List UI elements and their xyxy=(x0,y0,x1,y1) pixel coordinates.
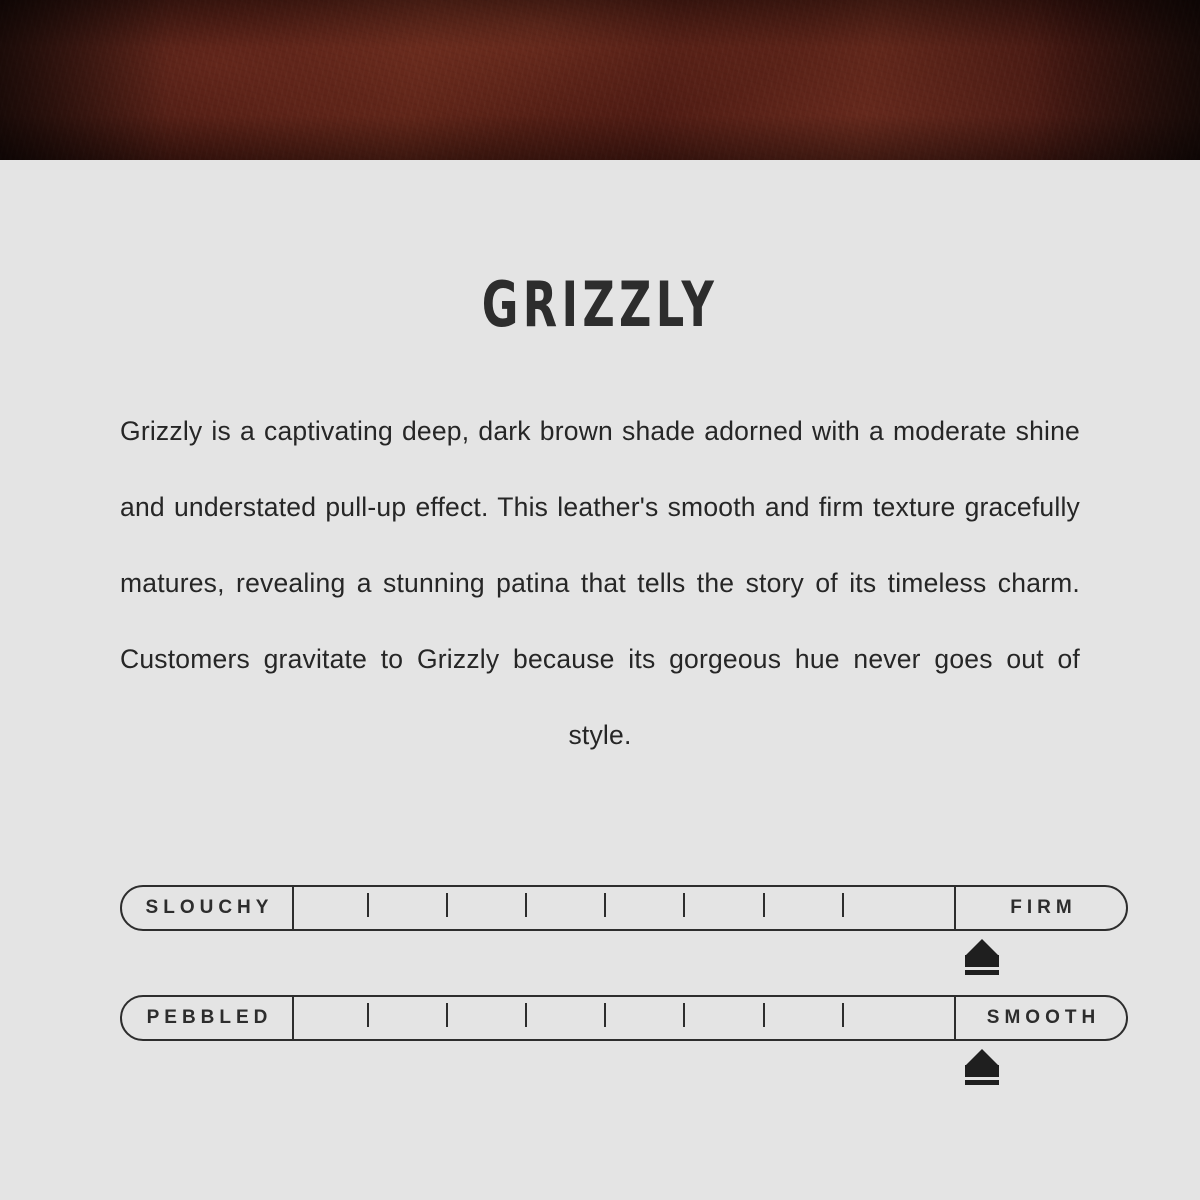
attribute-scales xyxy=(120,885,1101,1041)
scale-tick xyxy=(683,1003,685,1027)
card-content xyxy=(0,160,1200,1041)
scale-marker-stiffness xyxy=(965,931,999,975)
scale-tick xyxy=(446,1003,448,1027)
scale-ticks-area xyxy=(294,997,954,1039)
scale-marker-texture xyxy=(965,1041,999,1085)
scale-texture xyxy=(120,995,1128,1041)
page-title: GRIZZLY xyxy=(481,268,719,341)
scale-left-label: PEBBLED xyxy=(122,997,294,1039)
scale-tick xyxy=(763,893,765,917)
scale-tick xyxy=(842,1003,844,1027)
leather-swatch-banner xyxy=(0,0,1200,160)
scale-tick xyxy=(367,1003,369,1027)
marker-body xyxy=(965,1065,999,1077)
scale-tick xyxy=(604,893,606,917)
scale-track xyxy=(120,995,1128,1041)
scale-right-label: SMOOTH xyxy=(954,997,1126,1039)
scale-left-label: SLOUCHY xyxy=(122,887,294,929)
leather-vignette xyxy=(0,0,1200,160)
scale-tick xyxy=(842,893,844,917)
scale-track xyxy=(120,885,1128,931)
scale-tick xyxy=(763,1003,765,1027)
scale-tick xyxy=(525,893,527,917)
scale-ticks-area xyxy=(294,887,954,929)
marker-foot xyxy=(965,970,999,975)
description-text: Grizzly is a captivating deep, dark brown shade adorned with a moderate shine and understated pull-up effect. This leather's smooth and firm texture gracefully matures, revealing a stunning patina that tells the story of its timeless charm. Customers gravitate to Grizzly because its gorgeous hue never goes out of style. xyxy=(120,416,1080,750)
scale-tick xyxy=(367,893,369,917)
scale-tick xyxy=(683,893,685,917)
scale-tick xyxy=(604,1003,606,1027)
marker-body xyxy=(965,955,999,967)
scale-right-label: FIRM xyxy=(954,887,1126,929)
marker-head-icon xyxy=(965,939,999,956)
scale-stiffness xyxy=(120,885,1128,931)
marker-foot xyxy=(965,1080,999,1085)
scale-tick xyxy=(446,893,448,917)
marker-head-icon xyxy=(965,1049,999,1066)
scale-tick xyxy=(525,1003,527,1027)
